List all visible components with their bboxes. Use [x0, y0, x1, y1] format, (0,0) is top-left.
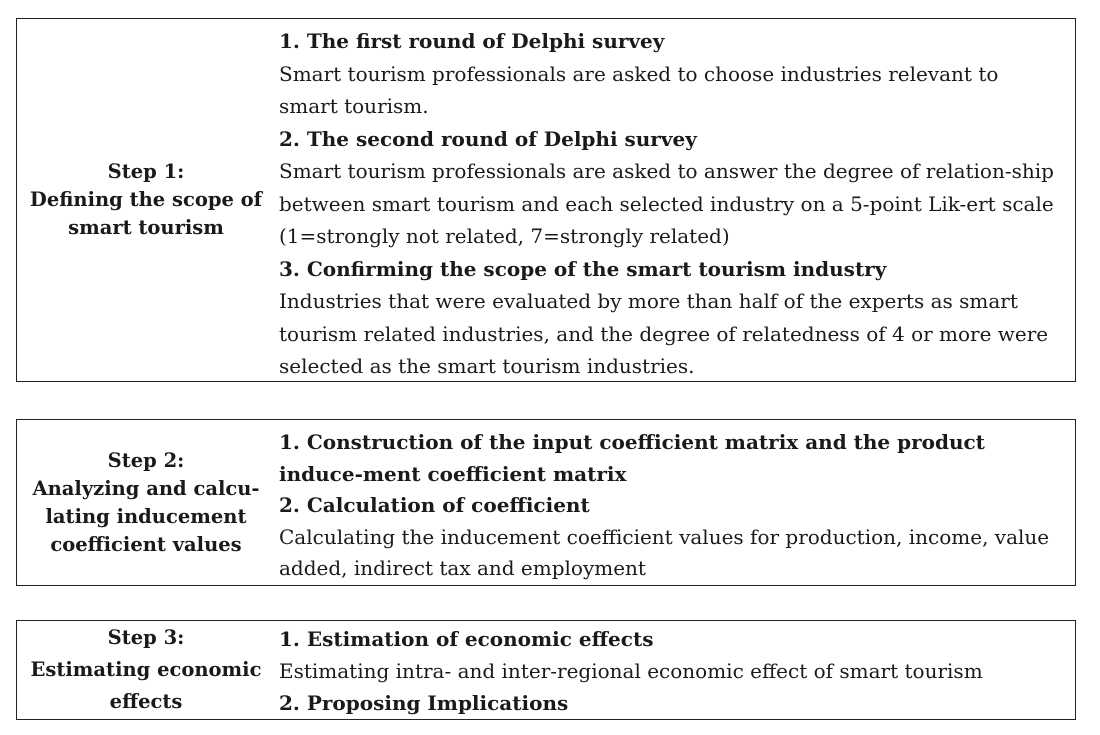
step-2-label: [17, 420, 275, 585]
step-3-label: [17, 621, 275, 719]
step-1-label: [17, 19, 275, 381]
step-2-item-1-title: 1. Construction of the input coefficient matrix and the product induce-ment coefficient matrix: [279, 430, 985, 486]
step-2-content: [275, 420, 1075, 585]
step-2-item-2-description: Calculating the inducement coefficient values for production, income, value added, indirect tax and employment: [279, 524, 1050, 580]
step-1-label-line3: smart tourism: [68, 216, 224, 239]
step-2-label-line3: lating inducement: [45, 504, 247, 528]
step-3-box: [16, 620, 1076, 720]
step-1-item-2-title: 2. The second round of Delphi survey: [279, 126, 697, 151]
step-1-item-2-description: Smart tourism professionals are asked to answer the degree of relation-ship between smart tourism and each selected industry on a 5-point Lik-ert scale (1=strongly not related, 7=strongly related): [279, 159, 1054, 248]
step-3-label-line1: Step 3:: [107, 626, 185, 649]
step-1-label-line2: Defining the scope of: [29, 188, 263, 211]
step-1-box: [16, 18, 1076, 382]
step-1-item-3-title: 3. Confirming the scope of the smart tourism industry: [279, 256, 887, 281]
step-2-label-line1: Step 2:: [107, 448, 185, 472]
step-2-label-line4: coefficient values: [50, 532, 242, 556]
step-2-box: [16, 419, 1076, 586]
step-3-item-1-description: Estimating intra- and inter-regional economic effect of smart tourism: [279, 659, 983, 683]
step-3-label-line2: Estimating economic: [30, 658, 262, 681]
step-3-content: [275, 621, 1075, 719]
step-3-item-1-title: 1. Estimation of economic effects: [279, 627, 654, 651]
step-1-item-1-description: Smart tourism professionals are asked to choose industries relevant to smart tourism.: [279, 61, 999, 118]
step-3-item-2-title: 2. Proposing Implications: [279, 691, 569, 715]
step-2-label-line2: Analyzing and calcu-: [32, 476, 260, 500]
step-3-label-line3: effects: [109, 690, 183, 713]
step-1-content: [275, 19, 1075, 381]
step-1-label-line1: Step 1:: [107, 160, 185, 183]
step-1-item-1-title: 1. The first round of Delphi survey: [279, 29, 665, 53]
step-2-item-2-title: 2. Calculation of coefficient: [279, 493, 590, 517]
step-1-item-3-description: Industries that were evaluated by more than half of the experts as smart tourism related industries, and the degree of relatedness of 4 or more were selected as the smart tourism industries.: [279, 289, 1049, 378]
